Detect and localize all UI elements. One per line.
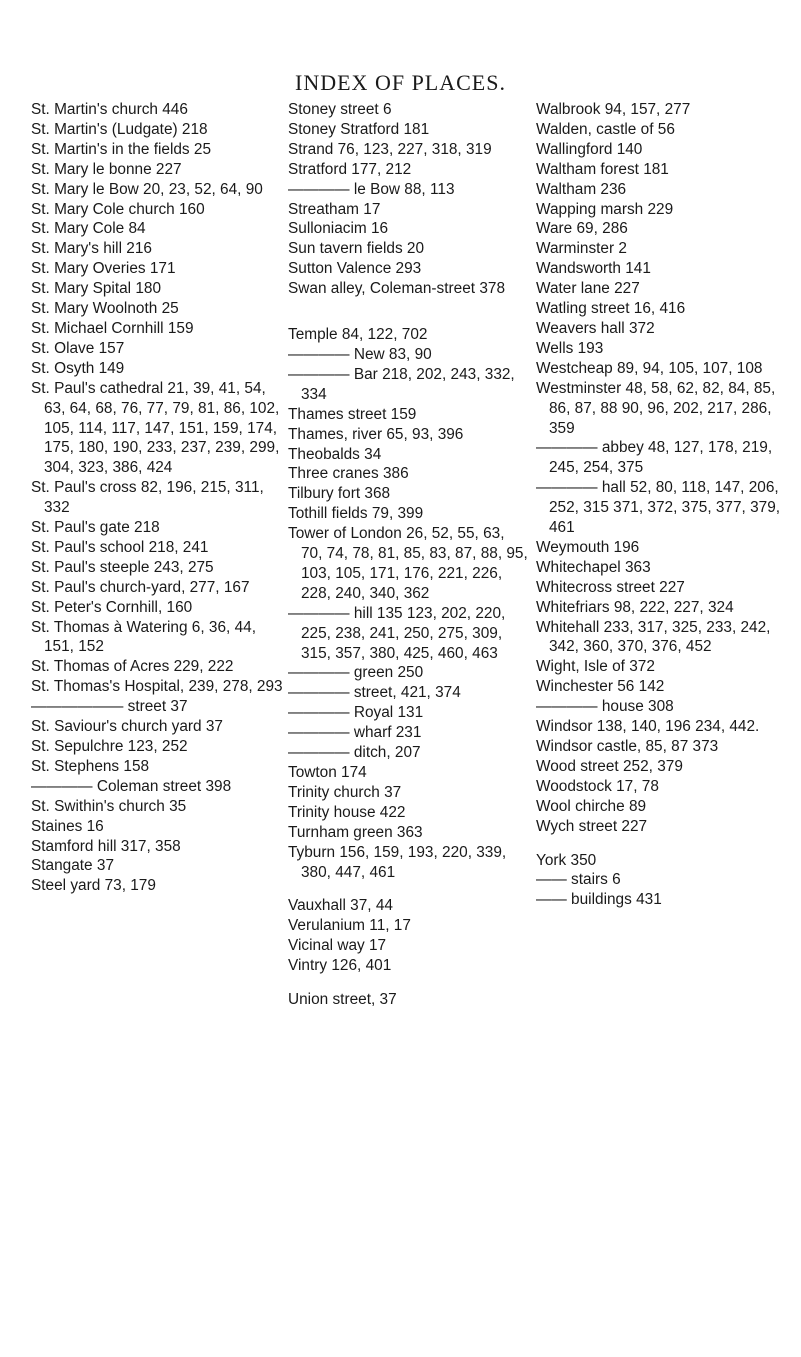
index-entry: ———— le Bow 88, 113: [288, 180, 455, 198]
index-entry: Steel yard 73, 179: [31, 877, 156, 895]
index-entry: St. Mary's hill 216: [31, 240, 152, 258]
index-entry: Tilbury fort 368: [288, 485, 391, 503]
index-entry: Wool chirche 89: [536, 797, 647, 815]
index-entry: Three cranes 386: [288, 465, 409, 483]
index-entry: St. Olave 157: [31, 339, 125, 357]
index-entry: Water lane 227: [536, 280, 640, 298]
index-entry: —— buildings 431: [536, 891, 662, 909]
index-column-1: [31, 100, 289, 896]
index-entry: Walden, castle of 56: [536, 120, 675, 138]
index-entry: Windsor 138, 140, 196 234, 442.: [536, 718, 760, 736]
index-entry: St. Martin's in the fields 25: [31, 140, 212, 158]
index-entry: Wych street 227: [536, 817, 648, 835]
index-entry: Wells 193: [536, 339, 604, 357]
index-entry: Streatham 17: [288, 200, 381, 218]
index-entry: St. Michael Cornhill 159: [31, 319, 194, 337]
index-entry: St. Sepulchre 123, 252: [31, 738, 188, 755]
index-entry: St. Mary Woolnoth 25: [31, 300, 179, 318]
index-entry: Turnham green 363: [288, 823, 423, 841]
index-entry: St. Mary le Bow 20, 23, 52, 64, 90: [31, 180, 263, 198]
index-entry: Whitefriars 98, 222, 227, 324: [536, 598, 734, 616]
index-entry: —————— street 37: [31, 698, 188, 716]
index-entry: Warminster 2: [536, 240, 627, 258]
index-entry: Woodstock 17, 78: [536, 777, 659, 795]
index-entry: Watling street 16, 416: [536, 300, 686, 318]
index-entry: Stangate 37: [31, 857, 115, 875]
index-entry: Stoney Stratford 181: [288, 120, 430, 138]
index-entry: St. Mary le bonne 227: [31, 160, 182, 178]
index-entry: St. Paul's school 218, 241: [31, 538, 209, 556]
index-entry: St. Thomas à Watering 6, 36, 44, 151, 152: [31, 618, 256, 656]
index-entry: St. Martin's church 446: [31, 101, 188, 118]
index-entry: St. Mary Cole church 160: [31, 200, 205, 218]
index-entry: Winchester 56 142: [536, 678, 665, 696]
index-entry: Tower of London 26, 52, 55, 63, 70, 74, 78, 81, 85, 83, 87, 88, 95, 103, 105, 171, 176, 221, 226, 228, 240, 340, 362: [288, 525, 528, 602]
index-entry: Verulanium 11, 17: [288, 917, 411, 935]
index-entry: York 350: [536, 851, 597, 869]
index-entry: St. Paul's steeple 243, 275: [31, 558, 214, 576]
index-entry: Swan alley, Coleman-street 378: [288, 280, 506, 298]
index-column-2: [288, 100, 528, 1010]
index-entry: Temple 84, 122, 702: [288, 326, 428, 344]
index-entry: Ware 69, 286: [536, 220, 628, 238]
index-entry: Trinity house 422: [288, 803, 406, 821]
index-entry: ———— green 250: [288, 664, 424, 682]
index-entry: St. Mary Cole 84: [31, 220, 146, 238]
index-entry: Waltham 236: [536, 180, 627, 198]
index-entry: Union street, 37: [288, 991, 397, 1009]
index-entry: —— stairs 6: [536, 871, 621, 889]
index-entry: Tyburn 156, 159, 193, 220, 339, 380, 447, 461: [288, 843, 507, 881]
index-entry: ———— Royal 131: [288, 704, 424, 722]
index-entry: St. Martin's (Ludgate) 218: [31, 120, 208, 138]
index-entry: St. Paul's cross 82, 196, 215, 311, 332: [31, 479, 264, 517]
index-entry: Thames street 159: [288, 405, 417, 423]
index-entry: ———— hall 52, 80, 118, 147, 206, 252, 315 371, 372, 375, 377, 379, 461: [536, 479, 781, 537]
index-entry: Sutton Valence 293: [288, 260, 422, 278]
index-entry: St. Swithin's church 35: [31, 797, 187, 815]
index-entry: ———— street, 421, 374: [288, 684, 461, 702]
index-entry: Thames, river 65, 93, 396: [288, 425, 464, 443]
index-entry: Wight, Isle of 372: [536, 658, 655, 676]
index-entry: Westcheap 89, 94, 105, 107, 108: [536, 359, 763, 377]
index-entry: ———— hill 135 123, 202, 220, 225, 238, 241, 250, 275, 309, 315, 357, 380, 425, 460, 463: [288, 604, 506, 662]
index-entry: St. Stephens 158: [31, 757, 150, 775]
index-entry: Stratford 177, 212: [288, 160, 412, 178]
index-entry: Whitechapel 363: [536, 558, 651, 576]
index-entry: Wapping marsh 229: [536, 200, 674, 218]
index-entry: Stamford hill 317, 358: [31, 837, 181, 855]
index-entry: St. Thomas's Hospital, 239, 278, 293: [31, 678, 283, 696]
index-entry: Strand 76, 123, 227, 318, 319: [288, 140, 492, 158]
index-entry: ———— ditch, 207: [288, 744, 421, 762]
index-entry: Vintry 126, 401: [288, 957, 392, 975]
index-entry: ———— abbey 48, 127, 178, 219, 245, 254, 375: [536, 439, 773, 477]
index-entry: St. Osyth 149: [31, 359, 125, 377]
index-entry: Sulloniacim 16: [288, 220, 389, 238]
index-entry: St. Mary Spital 180: [31, 280, 162, 298]
index-entry: Weavers hall 372: [536, 319, 655, 337]
page-title: INDEX OF PLACES.: [295, 70, 506, 95]
index-entry: Vicinal way 17: [288, 937, 387, 955]
index-entry: St. Paul's church-yard, 277, 167: [31, 578, 250, 596]
index-entry: Walbrook 94, 157, 277: [536, 101, 691, 118]
index-entry: Theobalds 34: [288, 445, 382, 463]
index-entry: ———— house 308: [536, 698, 674, 716]
index-entry: Sun tavern fields 20: [288, 240, 425, 258]
index-entry: Wood street 252, 379: [536, 757, 683, 775]
index-entry: St. Paul's cathedral 21, 39, 41, 54, 63, 64, 68, 76, 77, 79, 81, 86, 102, 105, 114, 117, 147, 151, 159, 174, 175, 180, 190, 233, 237, 239, 299, 304, 323, 386, 424: [31, 379, 280, 477]
index-entry: Wallingford 140: [536, 140, 643, 158]
index-column-3: [536, 100, 784, 910]
index-entry: Vauxhall 37, 44: [288, 897, 393, 915]
index-entry: Whitecross street 227: [536, 578, 685, 596]
index-entry: Towton 174: [288, 764, 367, 781]
index-entry: Westminster 48, 58, 62, 82, 84, 85, 86, 87, 88 90, 96, 202, 217, 286, 359: [536, 379, 776, 437]
index-entry: St. Mary Overies 171: [31, 260, 176, 278]
index-entry: ———— Coleman street 398: [31, 777, 232, 795]
index-entry: St. Peter's Cornhill, 160: [31, 598, 193, 616]
index-entry: St. Thomas of Acres 229, 222: [31, 658, 234, 676]
index-entry: ———— wharf 231: [288, 724, 422, 742]
index-entry: ———— Bar 218, 202, 243, 332, 334: [288, 365, 515, 403]
index-entry: ———— New 83, 90: [288, 345, 432, 363]
index-entry: Whitehall 233, 317, 325, 233, 242, 342, 360, 370, 376, 452: [536, 618, 771, 656]
index-entry: Wandsworth 141: [536, 260, 651, 278]
index-entry: Stoney street 6: [288, 101, 392, 118]
index-entry: St. Paul's gate 218: [31, 519, 160, 537]
index-entry: Staines 16: [31, 817, 104, 835]
index-entry: Trinity church 37: [288, 783, 402, 801]
index-entry: Tothill fields 79, 399: [288, 505, 424, 523]
index-entry: Windsor castle, 85, 87 373: [536, 738, 719, 755]
index-entry: Weymouth 196: [536, 538, 640, 556]
index-entry: St. Saviour's church yard 37: [31, 718, 223, 736]
index-entry: Waltham forest 181: [536, 160, 669, 178]
